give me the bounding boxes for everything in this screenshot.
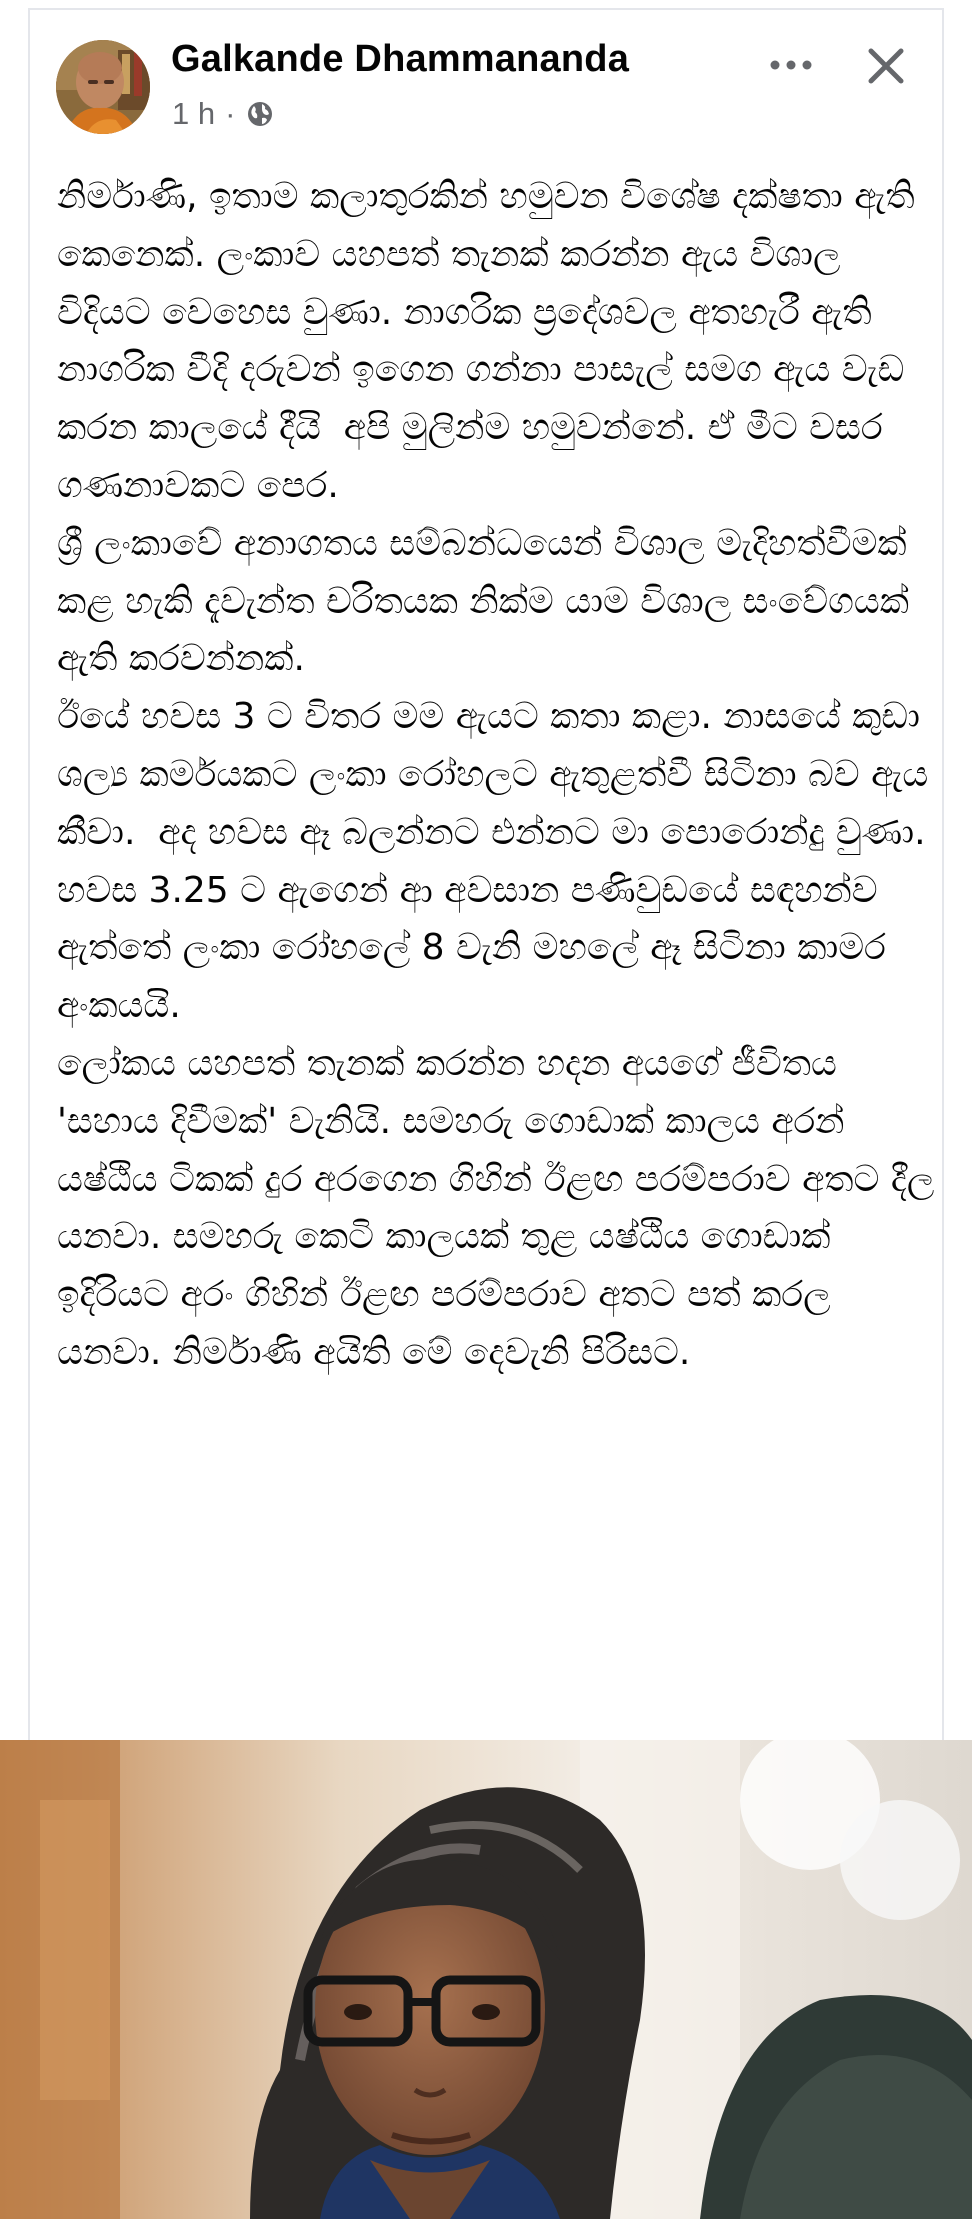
more-options-button[interactable] [756, 40, 826, 90]
post-body-text [57, 168, 946, 1382]
post-paragraph-3: ඊයේ හවස 3 ට විතර මම ඇයට කතා කළා. නාසයේ කුඩා ශල්‍ය කර්මයකට ලංකා රෝහලට ඇතුළත්වී සිටිනා බව ඇය කීවා. අද හවස ඈ බලන්නට එන්නට මා පොරොන්දු වුණා. හවස 3.25 ට ඇගෙන් ආ අවසාන පණිවුඩයේ සඳහන්ව ඇත්තේ ලංකා රෝහලේ 8 වැනි මහලේ ඈ සිටිනා කාමර අංකයයි. [57, 696, 940, 1027]
post-meta [172, 96, 275, 132]
post-photo[interactable] [0, 1740, 972, 2219]
post-timestamp[interactable]: 1 h [172, 96, 216, 131]
post-paragraph-1: නිර්මාණි, ඉතාම කලාතුරකින් හමුවන විශේෂ දක්ෂතා ඇති කෙනෙක්. ලංකාව යහපත් තැනක් කරන්න ඇය විශාල විදියට වෙහෙස වුණා. නාගරික ප්‍රදේශවල අතහැරී ඇති නාගරික වීදි දරුවන් ඉගෙන ගන්නා පාසැල් සමග ඇය වැඩ කරන කාලයේ දීයි අපි මුලින්ම හමුවන්නේ. ඒ මීට වසර ගණනාවකට පෙර. [57, 176, 927, 506]
post-paragraph-2: ශ්‍රී ලංකාවේ අනාගතය සම්බන්ධයෙන් විශාල මැදිහත්වීමක් කළ හැකි දැවැන්ත චරිතයක නික්ම යාම විශාල සංවේගයක් ඇති කරවන්නක්. [57, 522, 921, 680]
avatar[interactable] [56, 40, 150, 134]
author-name[interactable]: Galkande Dhammananda [171, 38, 630, 80]
dot-separator: · [225, 96, 236, 131]
more-horizontal-icon [769, 59, 813, 71]
globe-icon[interactable] [245, 99, 275, 129]
close-button[interactable] [856, 36, 916, 96]
post-paragraph-4: ලෝකය යහපත් තැනක් කරන්න හදන අයගේ ජීවිතය 'සහාය දිවීමක්' වැනියි. සමහරු ගොඩාක් කාලය අරන් යෂ්ඨිය ටිකක් දුර අරගෙන ගිහින් ඊළඟ පරම්පරාව අතට දීල යනවා. සමහරු කෙටි කාලයක් තුළ යෂ්ඨිය ගොඩාක් ඉදිරියට අරං ගිහින් ඊළඟ පරම්පරාව අතට පත් කරල යනවා. නිර්මාණි අයිති මේ දෙවැනි පිරිසට. [57, 1042, 946, 1373]
close-icon [866, 46, 906, 86]
post-header [56, 36, 926, 136]
